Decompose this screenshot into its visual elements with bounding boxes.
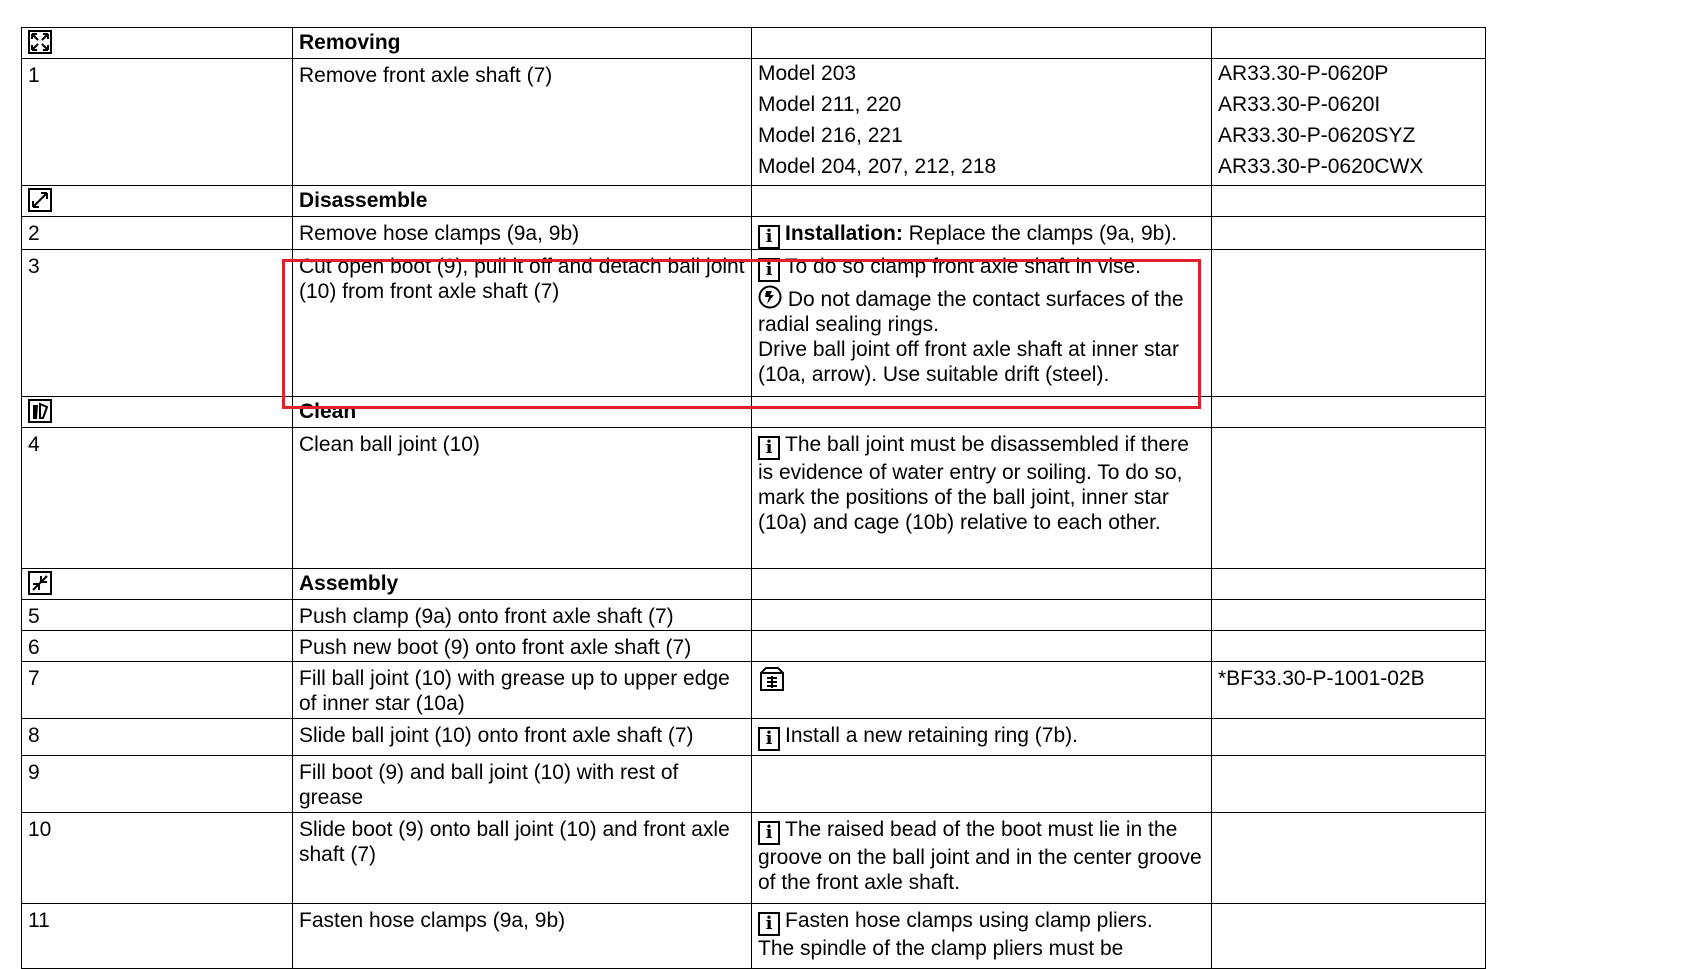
reference-link[interactable]: AR33.30-P-0620P xyxy=(1218,62,1389,85)
table-row xyxy=(22,904,1486,969)
table-row xyxy=(22,631,1486,662)
step-action: Fasten hose clamps (9a, 9b) xyxy=(293,904,752,969)
info-icon: i xyxy=(758,912,780,936)
table-row xyxy=(22,600,1486,631)
clean-icon xyxy=(28,399,52,423)
step-action: Cut open boot (9), pull it off and detach ball joint (10) from front axle shaft (7) xyxy=(293,250,752,397)
step-number: 7 xyxy=(22,662,293,719)
table-row xyxy=(22,250,1486,397)
step-action: Fill ball joint (10) with grease up to upper edge of inner star (10a) xyxy=(293,662,752,719)
step-number: 6 xyxy=(22,631,293,662)
step-action: Fill boot (9) and ball joint (10) with rest of grease xyxy=(293,756,752,813)
model-label: Model 203 xyxy=(758,62,857,85)
table-row xyxy=(22,813,1486,904)
step-number: 2 xyxy=(22,217,293,250)
warning-text: Do not damage the contact surfaces of the radial sealing rings. xyxy=(758,288,1184,336)
diagonal-expand-icon xyxy=(28,188,52,212)
section-title: Disassemble xyxy=(293,186,752,217)
table-row xyxy=(22,662,1486,719)
table-row xyxy=(22,217,1486,250)
model-label: Model 211, 220 xyxy=(758,93,902,116)
reference-link[interactable]: *BF33.30-P-1001-02B xyxy=(1212,662,1486,719)
grease-icon xyxy=(758,666,786,692)
note-text: The spindle of the clamp pliers must be xyxy=(758,937,1124,960)
reference-link[interactable]: AR33.30-P-0620CWX xyxy=(1218,155,1424,178)
info-icon: i xyxy=(758,258,780,282)
step-number: 11 xyxy=(22,904,293,969)
warning-icon xyxy=(758,285,782,309)
section-title: Removing xyxy=(293,28,752,59)
model-label: Model 216, 221 xyxy=(758,124,903,147)
step-action: Slide boot (9) onto ball joint (10) and front axle shaft (7) xyxy=(293,813,752,904)
step-number: 5 xyxy=(22,600,293,631)
reference-link[interactable]: AR33.30-P-0620I xyxy=(1218,93,1381,116)
section-header-assembly xyxy=(22,569,1486,600)
model-label: Model 204, 207, 212, 218 xyxy=(758,155,997,178)
note-text: The ball joint must be disassembled if there is evidence of water entry or soiling. To do so, mark the positions of the ball joint, inner star (10a) and cage (10b) relative to each other. xyxy=(758,433,1189,534)
info-icon: i xyxy=(758,821,780,845)
section-title: Assembly xyxy=(293,569,752,600)
note-label: Installation: xyxy=(785,222,903,245)
note-text: To do so clamp front axle shaft in vise. xyxy=(785,255,1142,278)
section-header-disassemble xyxy=(22,186,1486,217)
step-action: Clean ball joint (10) xyxy=(293,428,752,569)
note-text: Replace the clamps (9a, 9b). xyxy=(902,222,1178,245)
diagonal-compress-icon xyxy=(28,571,52,595)
note-text: Drive ball joint off front axle shaft at inner star (10a, arrow). Use suitable drift (steel). xyxy=(758,338,1179,386)
info-icon: i xyxy=(758,436,780,460)
step-number: 3 xyxy=(22,250,293,397)
step-action: Remove hose clamps (9a, 9b) xyxy=(293,217,752,250)
note-text: The raised bead of the boot must lie in the groove on the ball joint and in the center groove of the front axle shaft. xyxy=(758,818,1202,894)
step-action: Push new boot (9) onto front axle shaft (7) xyxy=(293,631,752,662)
table-row xyxy=(22,59,1486,186)
table-row xyxy=(22,719,1486,756)
procedure-table xyxy=(21,27,1486,969)
table-row xyxy=(22,428,1486,569)
step-number: 9 xyxy=(22,756,293,813)
section-header-clean xyxy=(22,397,1486,428)
step-number: 10 xyxy=(22,813,293,904)
note-text: Fasten hose clamps using clamp pliers. xyxy=(785,909,1153,932)
section-header-removing xyxy=(22,28,1486,59)
step-action: Push clamp (9a) onto front axle shaft (7) xyxy=(293,600,752,631)
step-action: Remove front axle shaft (7) xyxy=(293,59,752,186)
section-title: Clean xyxy=(293,397,752,428)
info-icon: i xyxy=(758,727,780,751)
reference-link[interactable]: AR33.30-P-0620SYZ xyxy=(1218,124,1416,147)
table-row xyxy=(22,756,1486,813)
note-text: Install a new retaining ring (7b). xyxy=(785,724,1078,747)
step-number: 8 xyxy=(22,719,293,756)
step-number: 4 xyxy=(22,428,293,569)
info-icon: i xyxy=(758,225,780,249)
step-number: 1 xyxy=(22,59,293,186)
step-action: Slide ball joint (10) onto front axle shaft (7) xyxy=(293,719,752,756)
expand-arrows-icon xyxy=(28,30,52,54)
